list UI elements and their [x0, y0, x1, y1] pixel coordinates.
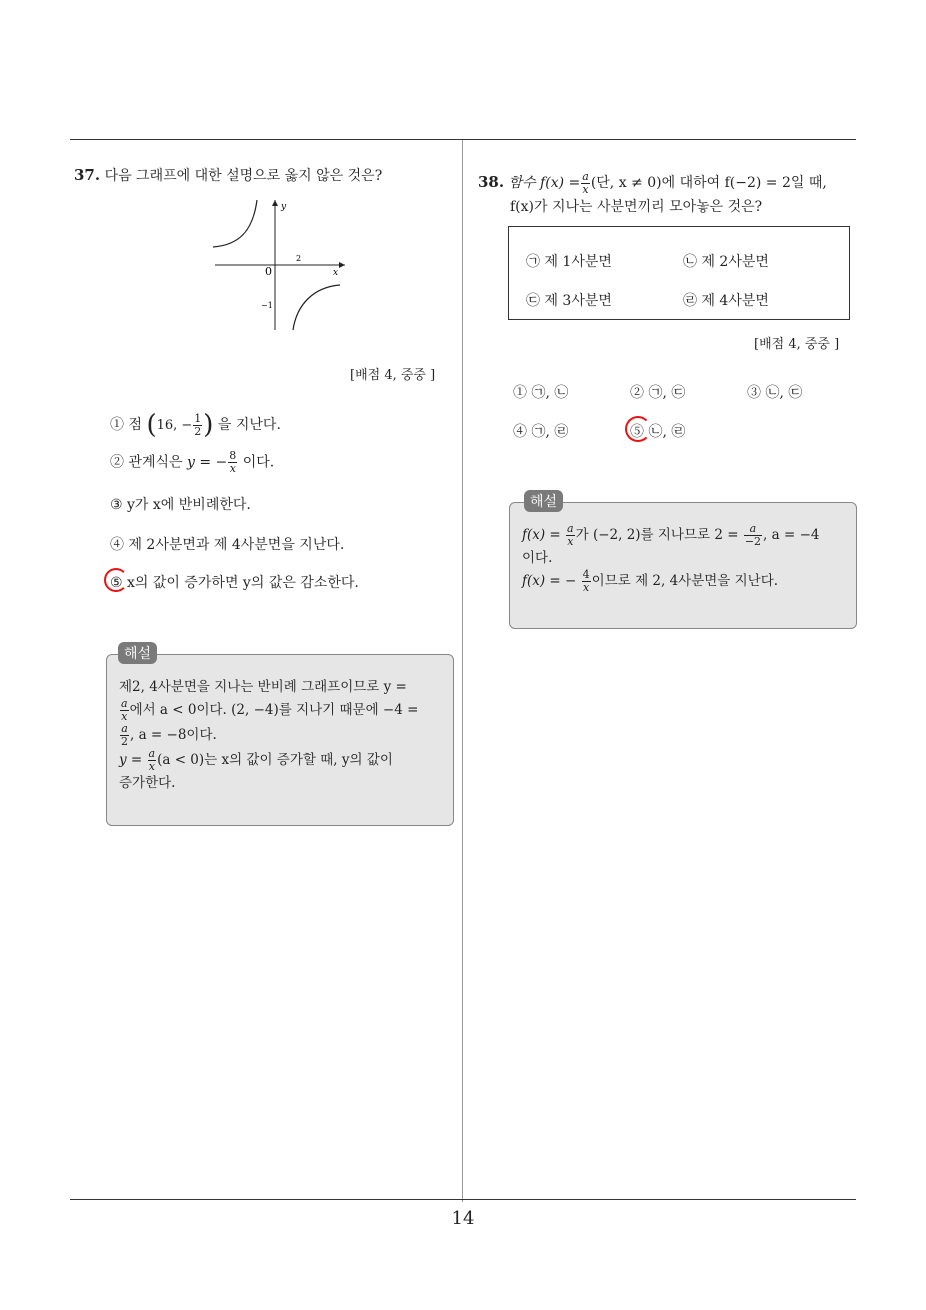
x-axis-label: x: [333, 268, 339, 278]
choice-37-2[interactable]: [110, 450, 274, 475]
frac-denominator: x: [121, 710, 128, 723]
solution-line: f(x) =: [522, 527, 561, 543]
choice-38-3[interactable]: ③ ㉡, ㉢: [747, 385, 803, 401]
choice-text: 점: [128, 417, 142, 433]
answer-circle-mark: [625, 416, 651, 442]
choice-38-1[interactable]: ① ㉠, ㉡: [513, 385, 569, 401]
bottom-rule: [70, 1199, 856, 1200]
choice-text: 관계식은: [128, 454, 183, 471]
question-text: (단, x ≠ 0)에 대하여 f(−2) = 2일 때,: [590, 175, 827, 191]
box-item-4: ㉣ 제 4사분면: [683, 293, 769, 309]
choice-marker: ⑤: [110, 575, 123, 591]
frac-denominator: −2: [744, 535, 762, 548]
box-item-2: ㉡ 제 2사분면: [683, 254, 769, 270]
frac-denominator: x: [148, 760, 155, 773]
question-38-line2: f(x)가 지나는 사분면끼리 모아놓은 것은?: [510, 199, 763, 215]
frac-numerator: a: [582, 169, 589, 183]
solution-text: [119, 677, 445, 794]
frac-numerator: a: [744, 523, 762, 536]
page-number: 14: [451, 1208, 475, 1229]
choice-marker: ③: [110, 497, 123, 513]
question-37: [74, 163, 382, 188]
frac-numerator: 1: [194, 411, 202, 425]
frac-denominator: 2: [121, 735, 128, 748]
frac-denominator: 2: [194, 424, 202, 438]
choice-marker: ①: [110, 417, 124, 433]
question-number: 38.: [478, 173, 505, 191]
solution-line: , a = −8이다.: [130, 727, 217, 743]
choice-text: 을 지난다.: [217, 417, 281, 433]
column-divider: [462, 140, 463, 1202]
box-item-1: ㉠ 제 1사분면: [526, 254, 612, 270]
choice-marker: ④: [110, 537, 124, 553]
score-37: [배점 4, 중중 ]: [350, 368, 436, 383]
solution-line: 제2, 4사분면을 지나는 반비례 그래프이므로 y =: [119, 679, 407, 695]
solution-box-38: [509, 502, 857, 629]
solution-line: , a = −4: [763, 527, 820, 543]
question-38: [478, 170, 868, 196]
hyperbola-graph: [205, 195, 355, 335]
equation: y = −: [187, 454, 228, 471]
origin-label: 0: [265, 265, 272, 278]
question-text: 함수 f(x) =: [508, 175, 581, 191]
frac-numerator: a: [121, 697, 128, 710]
box-item-3: ㉢ 제 3사분면: [526, 293, 612, 309]
frac-numerator: a: [148, 747, 156, 760]
solution-line: 이므로 제 2, 4사분면을 지난다.: [591, 573, 779, 589]
y-tick-label: −1: [261, 301, 273, 310]
choice-38-2[interactable]: ② ㉠, ㉢: [630, 385, 686, 401]
choice-38-4[interactable]: ④ ㉠, ㉣: [513, 424, 569, 440]
solution-line: 증가한다.: [119, 775, 176, 791]
choice-37-3[interactable]: [110, 494, 251, 514]
choice-text: x의 값이 증가하면 y의 값은 감소한다.: [127, 575, 359, 591]
top-rule: [70, 139, 856, 140]
frac-denominator: x: [582, 182, 589, 196]
choice-37-4[interactable]: [110, 534, 344, 554]
solution-box-37: [106, 654, 454, 826]
point-coordinate: 16, −: [156, 418, 193, 433]
frac-denominator: x: [583, 581, 590, 594]
solution-text: [522, 523, 848, 594]
solution-tag: 해설: [118, 642, 157, 664]
frac-numerator: 8: [229, 449, 237, 462]
curve-q2: [213, 200, 257, 247]
choice-37-1[interactable]: ① 점 (16, − $\frac{1}{2}$ ) 을 지난다.: [110, 410, 281, 440]
choice-marker: ②: [110, 454, 124, 471]
x-tick-label: 2: [296, 254, 302, 263]
frac-denominator: x: [567, 535, 574, 548]
frac-numerator: a: [121, 722, 128, 735]
choice-38-5[interactable]: ⑤ ㉡, ㉣: [630, 424, 686, 440]
frac-numerator: 4: [582, 568, 590, 581]
answer-circle-mark: [104, 568, 128, 592]
solution-line: y =: [119, 752, 143, 768]
choice-text: 제 2사분면과 제 4사분면을 지난다.: [128, 537, 345, 553]
choice-text: 이다.: [242, 454, 275, 471]
choice-37-5[interactable]: [110, 572, 359, 592]
solution-line: 에서 a < 0이다. (2, −4)를 지나기 때문에 −4 =: [129, 702, 419, 718]
solution-tag: 해설: [524, 490, 563, 512]
frac-numerator: a: [567, 522, 574, 535]
solution-line: (a < 0)는 x의 값이 증가할 때, y의 값이: [157, 752, 393, 768]
curve-q4: [293, 285, 340, 330]
score-38: [배점 4, 중중 ]: [754, 337, 840, 352]
frac-denominator: x: [229, 462, 236, 475]
solution-line: f(x) = −: [522, 573, 577, 589]
question-text: 다음 그래프에 대한 설명으로 옳지 않은 것은?: [104, 168, 383, 184]
solution-line: 이다.: [522, 550, 553, 566]
choice-text: y가 x에 반비례한다.: [127, 497, 251, 513]
solution-line: 가 (−2, 2)를 지나므로 2 =: [575, 527, 739, 543]
y-axis-label: y: [281, 202, 287, 212]
question-number: 37.: [74, 166, 101, 184]
